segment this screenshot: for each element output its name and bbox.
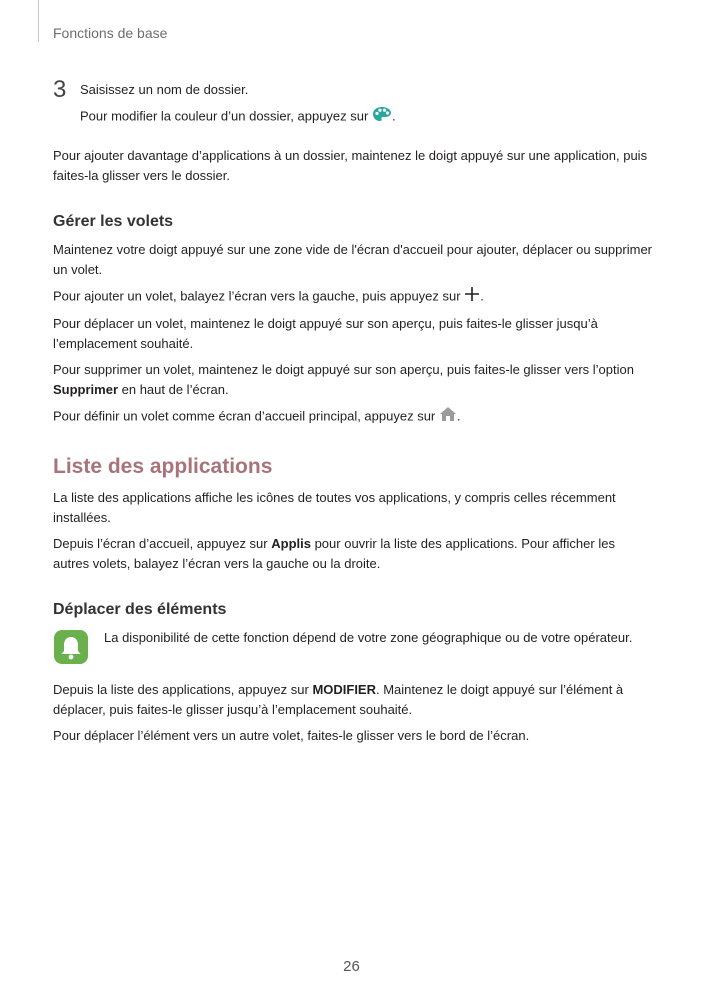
step-number: 3 xyxy=(53,76,67,103)
apps-heading: Liste des applications xyxy=(53,455,273,478)
bell-icon xyxy=(53,629,89,671)
step-3-line-1: Saisissez un nom de dossier. xyxy=(80,82,249,97)
text: Pour supprimer un volet, maintenez le doigt appuyé sur son aperçu, puis faites-le glisser vers l’option xyxy=(53,362,634,377)
panels-p3: Pour déplacer un volet, maintenez le doigt appuyé sur son aperçu, puis faites-le glisser jusqu’à l’emplacement souhaité. xyxy=(53,316,598,351)
panels-p2 xyxy=(53,286,653,308)
bold-text: Applis xyxy=(271,536,311,551)
text: Pour ajouter un volet, balayez l’écran vers la gauche, puis appuyez sur xyxy=(53,288,465,304)
panels-p1: Maintenez votre doigt appuyé sur une zone vide de l'écran d'accueil pour ajouter, déplacer ou supprimer un volet. xyxy=(53,242,652,277)
bold-text: Supprimer xyxy=(53,382,119,397)
plus-icon xyxy=(464,286,480,308)
move-heading: Déplacer des éléments xyxy=(53,601,227,618)
note-text: La disponibilité de cette fonction dépend de votre zone géographique ou de votre opérateur. xyxy=(104,630,633,645)
page-content xyxy=(53,76,653,752)
text: . xyxy=(391,108,396,124)
text: Depuis l’écran d’accueil, appuyez sur xyxy=(53,536,272,551)
panels-heading: Gérer les volets xyxy=(53,213,174,230)
apps-p2 xyxy=(53,534,653,574)
text: Pour modifier la couleur d’un dossier, appuyez sur xyxy=(80,108,372,124)
running-header: Fonctions de base xyxy=(53,25,168,41)
home-icon xyxy=(439,406,457,428)
text: pour ouvrir la liste des applications. Pour afficher les autres volets, balayez l’écran vers la gauche ou la droite. xyxy=(53,536,615,571)
text: . xyxy=(480,288,484,304)
text: . Maintenez le doigt appuyé sur l’élément à déplacer, puis faites-le glisser jusqu’à l’emplacement souhaité. xyxy=(53,682,624,717)
apps-p1: La liste des applications affiche les icônes de toutes vos applications, y compris celles récemment installées. xyxy=(53,490,616,525)
step-3 xyxy=(53,76,653,128)
text: en haut de l’écran. xyxy=(118,382,229,397)
folder-more-text: Pour ajouter davantage d’applications à un dossier, maintenez le doigt appuyé sur une application, puis faites-la glisser vers le dossier. xyxy=(53,148,648,183)
move-p1 xyxy=(53,680,653,720)
palette-icon xyxy=(372,106,392,128)
panels-p4 xyxy=(53,360,653,400)
move-p2: Pour déplacer l’élément vers un autre volet, faites-le glisser vers le bord de l’écran. xyxy=(53,728,530,743)
page-number: 26 xyxy=(343,958,360,975)
text: Pour définir un volet comme écran d’accueil principal, appuyez sur xyxy=(53,408,439,424)
note-box xyxy=(53,628,653,666)
text: . xyxy=(456,408,461,424)
panels-p5 xyxy=(53,406,653,428)
bold-text: MODIFIER xyxy=(312,682,376,697)
step-3-line-2 xyxy=(80,106,653,128)
header-rule xyxy=(38,0,39,42)
text: Depuis la liste des applications, appuyez sur xyxy=(53,682,313,697)
